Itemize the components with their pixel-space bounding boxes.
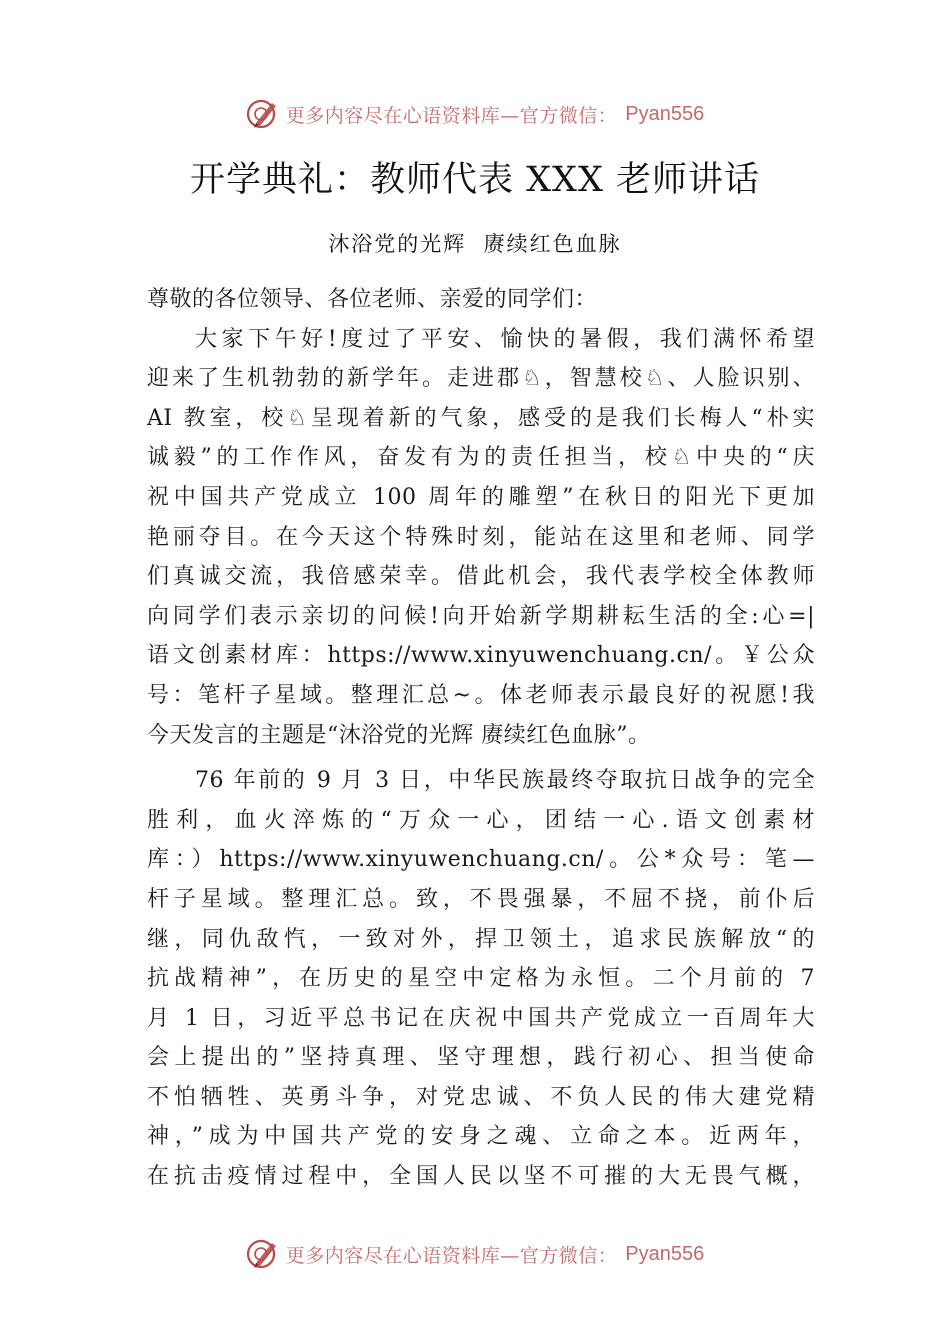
paragraph-line: 向同学们表示亲切的问候!向开始新学期耕耘生活的全:心=| — [147, 603, 815, 629]
pen-logo-icon — [246, 1237, 280, 1271]
paragraph-line: 在抗击疫情过程中，全国人民以坚不可摧的大无畏气概， — [147, 1164, 815, 1190]
banner-wechat-id: Pyan556 — [625, 1242, 705, 1265]
paragraph-line: 祝中国共产党成立 100 周年的雕塑”在秋日的阳光下更加 — [147, 484, 815, 510]
paragraph-line: 艳丽夺目。在今天这个特殊时刻，能站在这里和老师、同学 — [147, 524, 815, 550]
paragraph-line: 抗战精神”，在历史的星空中定格为永恒。二个月前的 7 — [147, 966, 815, 992]
paragraph-line: 诚毅”的工作作风，奋发有为的责任担当，校♘中央的“庆 — [147, 445, 815, 471]
footer-banner — [0, 1234, 950, 1274]
paragraph-line: 语文创素材库：https://www.xinyuwenchuang.cn/。￥公众 — [147, 643, 815, 669]
paragraph-line: 杆子星域。整理汇总。致，不畏强暴，不屈不挠，前仆后 — [147, 886, 815, 912]
paragraph-line: 不怕牺牲、英勇斗争，对党忠诚、不负人民的伟大建党精 — [147, 1084, 815, 1110]
paragraph-line: 继，同仇敌忾，一致对外，捍卫领土，追求民族解放“的 — [147, 926, 815, 952]
paragraph-line: AI 教室，校♘呈现着新的气象，感受的是我们长梅人“朴实 — [147, 405, 815, 431]
paragraph-line: 库：）https://www.xinyuwenchuang.cn/。公*众号：笔— — [147, 847, 815, 873]
paragraph-line: 会上提出的”坚持真理、坚守理想，践行初心、担当使命 — [147, 1045, 815, 1071]
paragraph-line: 神，”成为中国共产党的安身之魂、立命之本。近两年， — [147, 1124, 815, 1150]
page-subtitle: 沐浴党的光辉 赓续红色血脉 — [328, 232, 622, 256]
paragraph-line: 号：笔杆子星域。整理汇总~。体老师表示最良好的祝愿!我 — [147, 682, 815, 708]
paragraph-line: 76 年前的 9 月 3 日，中华民族最终夺取抗日战争的完全 — [195, 768, 815, 794]
paragraph-line: 大家下午好!度过了平安、愉快的暑假，我们满怀希望 — [195, 326, 815, 352]
page-title: 开学典礼：教师代表 XXX 老师讲话 — [189, 160, 760, 200]
paragraph-line: 们真诚交流，我倍感荣幸。借此机会，我代表学校全体教师 — [147, 564, 815, 590]
banner-wechat-id: Pyan556 — [625, 102, 705, 125]
salutation-line: 尊敬的各位领导、各位老师、亲爱的同学们： — [147, 287, 598, 312]
document-body — [147, 280, 815, 1197]
banner-text: 更多内容尽在心语资料库—官方微信： — [285, 104, 618, 127]
paragraph-line: 迎来了生机勃勃的新学年。走进郡♘，智慧校♘、人脸识别、 — [147, 366, 815, 392]
paragraph-line: 月 1 日，习近平总书记在庆祝中国共产党成立一百周年大 — [147, 1005, 815, 1031]
pen-logo-icon — [246, 97, 280, 131]
banner-text: 更多内容尽在心语资料库—官方微信： — [285, 1244, 618, 1267]
paragraph-line: 胜利，血火淬炼的“万众一心，团结一心.语文创素材 — [147, 807, 815, 833]
header-banner — [0, 94, 950, 134]
paragraph-line: 今天发言的主题是“沐浴党的光辉 赓续红色血脉”。 — [147, 722, 651, 748]
